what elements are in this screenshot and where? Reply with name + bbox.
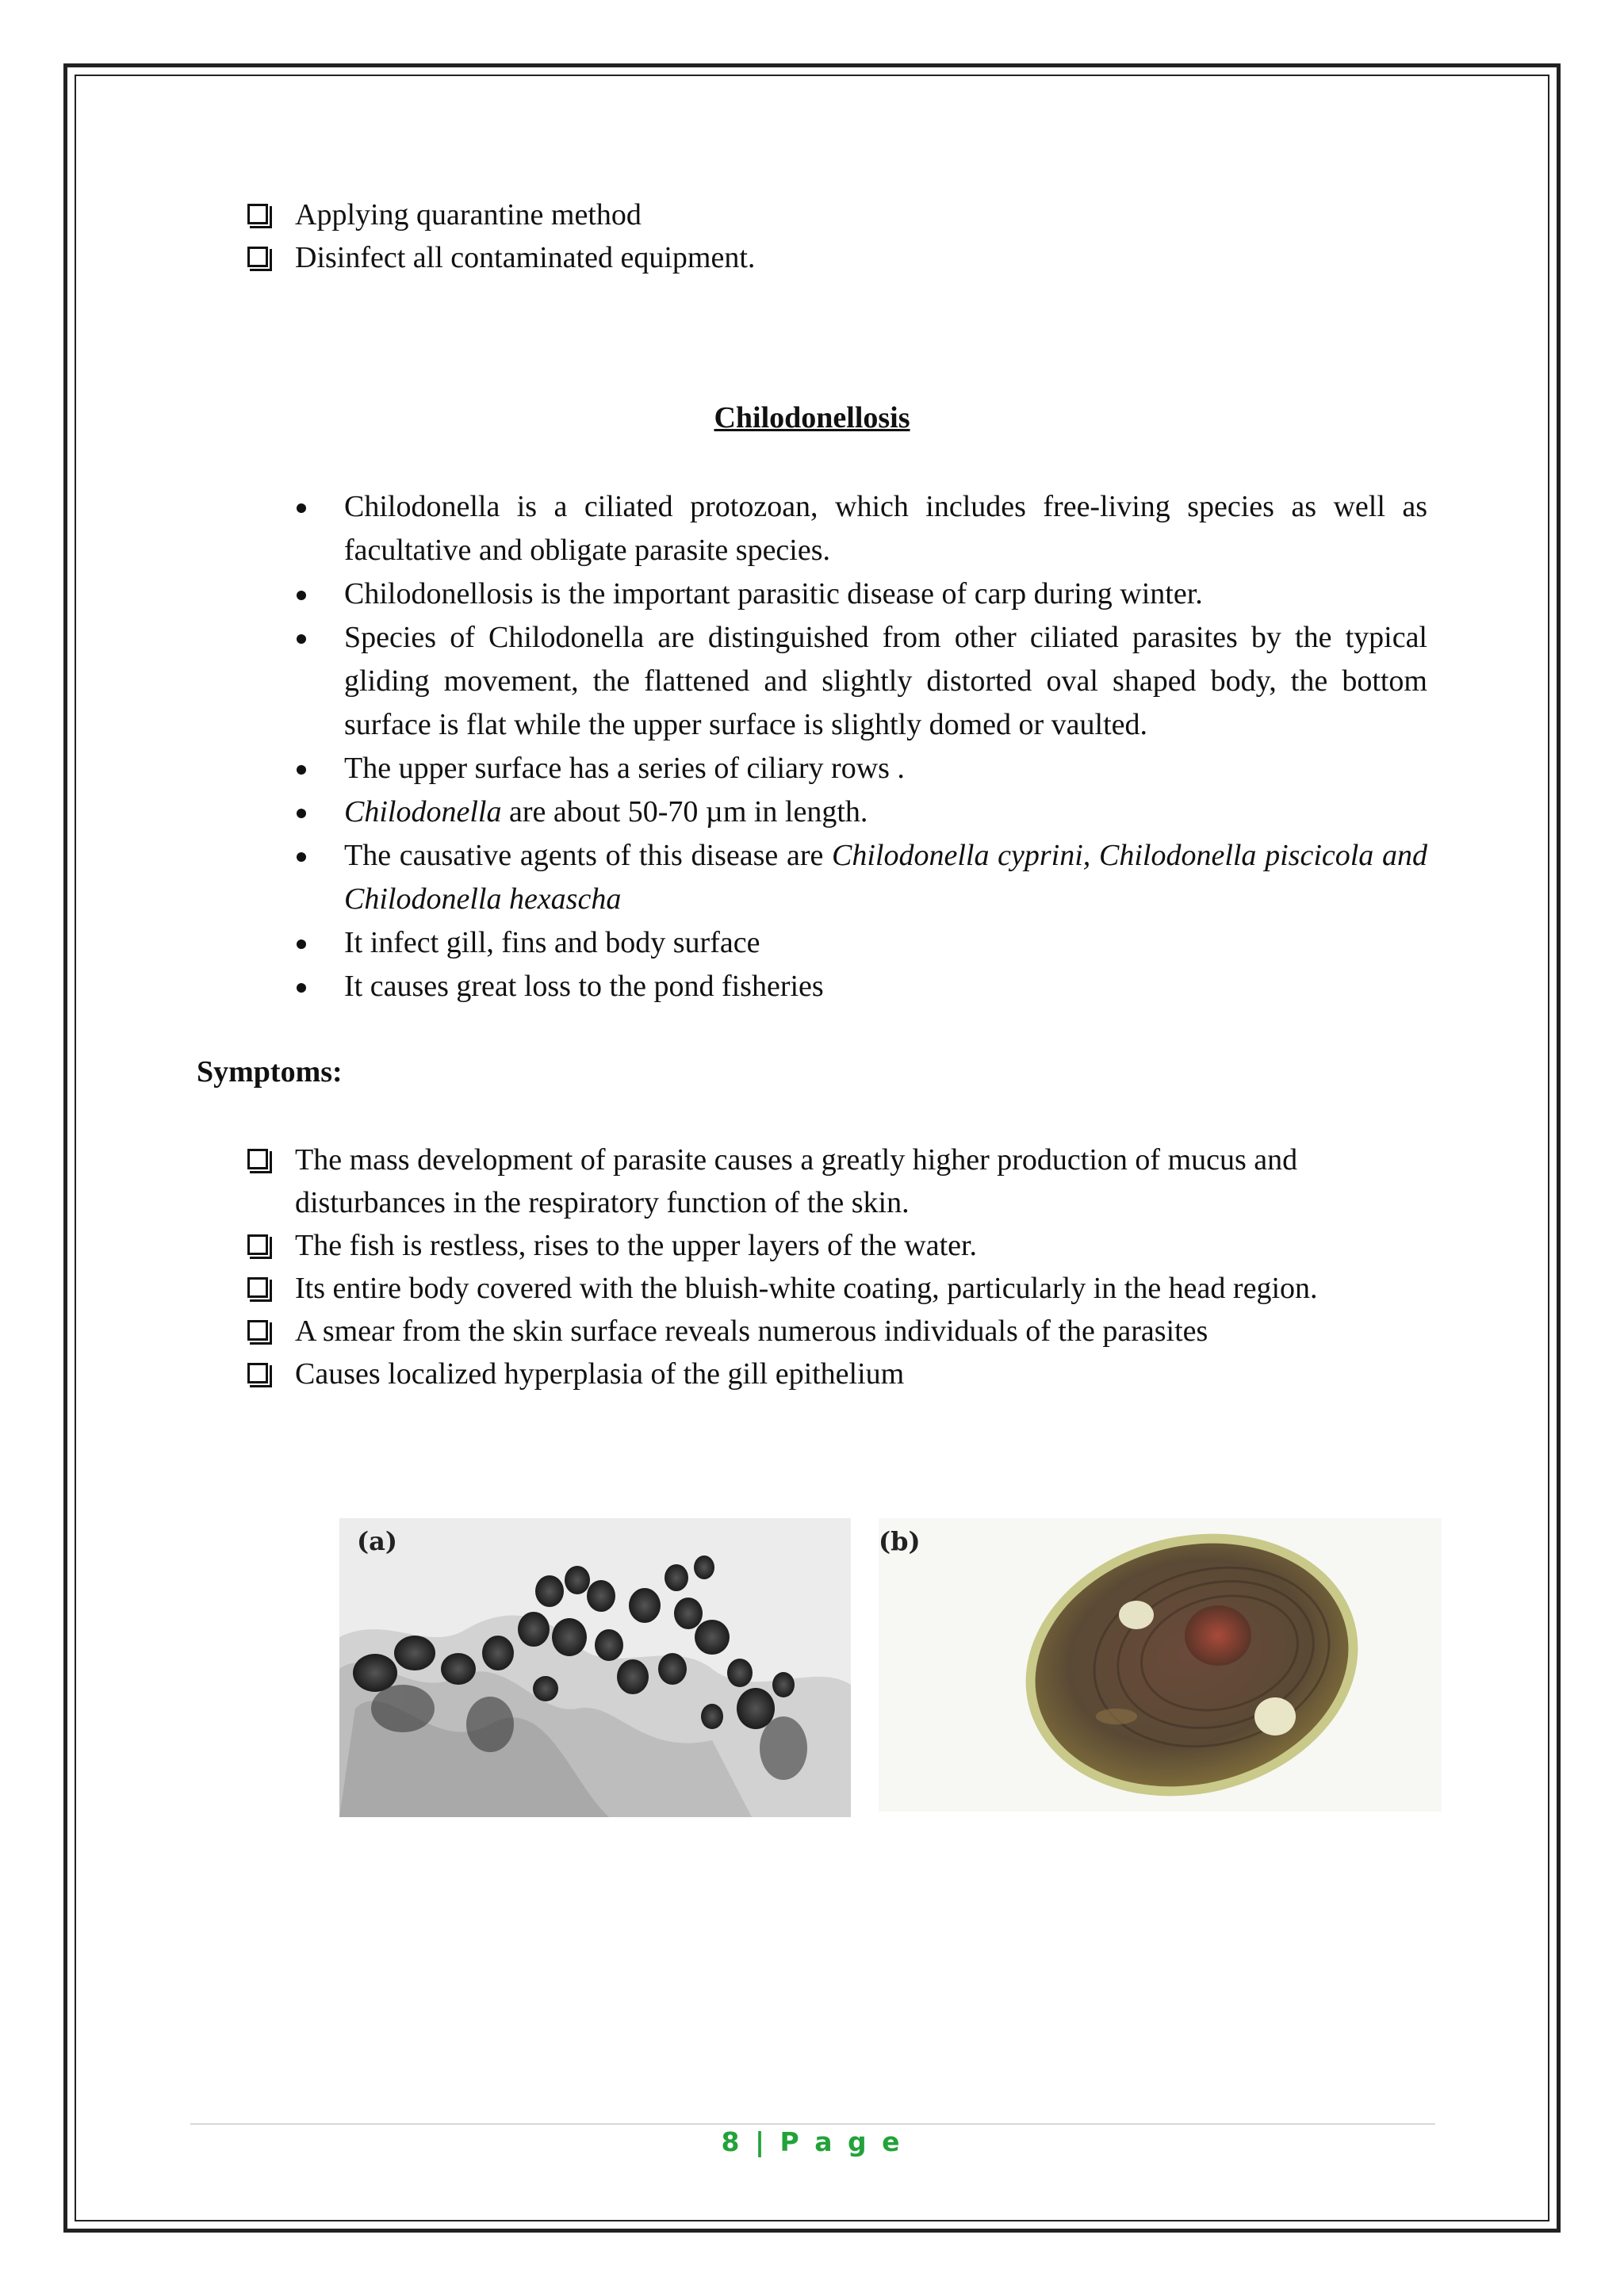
bullet-icon [297, 809, 306, 818]
list-item: Chilodonella is a ciliated protozoan, which includes free-living species as well as facultative and obligate parasite species. [293, 485, 1427, 572]
micrograph-a [339, 1518, 851, 1817]
micrograph-b-image [879, 1518, 1442, 1812]
checkbox-bullet-icon [247, 1320, 268, 1341]
symptoms-list [244, 1138, 1434, 1395]
list-item: The causative agents of this disease are Chilodonella cyprini, Chilodonella piscicola and Chilodonella hexascha [293, 834, 1427, 921]
list-item: Applying quarantine method [244, 193, 1434, 236]
figure-a-label: (a) [357, 1526, 398, 1556]
section-heading: Chilodonellosis [714, 401, 910, 434]
checkbox-bullet-icon [247, 204, 268, 224]
list-item: The mass development of parasite causes a greatly higher production of mucus and disturbances in the respiratory function of the skin. [244, 1138, 1434, 1224]
bullet-icon [297, 591, 306, 600]
micrograph-a-image [339, 1518, 851, 1817]
checkbox-bullet-icon [247, 247, 268, 267]
bullet-icon [297, 852, 306, 862]
footer-divider [190, 2123, 1435, 2125]
list-item: Chilodonella are about 50-70 µm in length. [293, 790, 1427, 834]
list-item: A smear from the skin surface reveals numerous individuals of the parasites [244, 1310, 1434, 1353]
list-item: The fish is restless, rises to the upper layers of the water. [244, 1224, 1434, 1267]
figure-b-label: (b) [879, 1526, 921, 1556]
prevention-list [244, 193, 1434, 279]
list-item: The upper surface has a series of ciliary rows . [293, 747, 1427, 790]
bullet-icon [297, 765, 306, 775]
list-item: It causes great loss to the pond fisheries [293, 965, 1427, 1008]
checkbox-bullet-icon [247, 1277, 268, 1298]
bullet-icon [297, 503, 306, 513]
checkbox-bullet-icon [247, 1149, 268, 1169]
list-item: Causes localized hyperplasia of the gill epithelium [244, 1353, 1434, 1395]
figures-row [339, 1518, 1442, 1820]
list-item: Disinfect all contaminated equipment. [244, 236, 1434, 279]
list-item: Species of Chilodonella are distinguished from other ciliated parasites by the typical gliding movement, the flattened and slightly distorted oval shaped body, the bottom surface is flat while the upper surface is slightly domed or vaulted. [293, 616, 1427, 747]
list-item: It infect gill, fins and body surface [293, 921, 1427, 965]
bullet-icon [297, 634, 306, 644]
micrograph-b [879, 1518, 1442, 1812]
checkbox-bullet-icon [247, 1234, 268, 1255]
facts-list [293, 485, 1427, 1008]
list-item: Chilodonellosis is the important parasitic disease of carp during winter. [293, 572, 1427, 616]
symptoms-title: Symptoms: [197, 1055, 343, 1089]
bullet-icon [297, 983, 306, 993]
list-item: Its entire body covered with the bluish-white coating, particularly in the head region. [244, 1267, 1434, 1310]
checkbox-bullet-icon [247, 1363, 268, 1383]
bullet-icon [297, 939, 306, 949]
page-number: 8 | P a g e [721, 2126, 903, 2157]
